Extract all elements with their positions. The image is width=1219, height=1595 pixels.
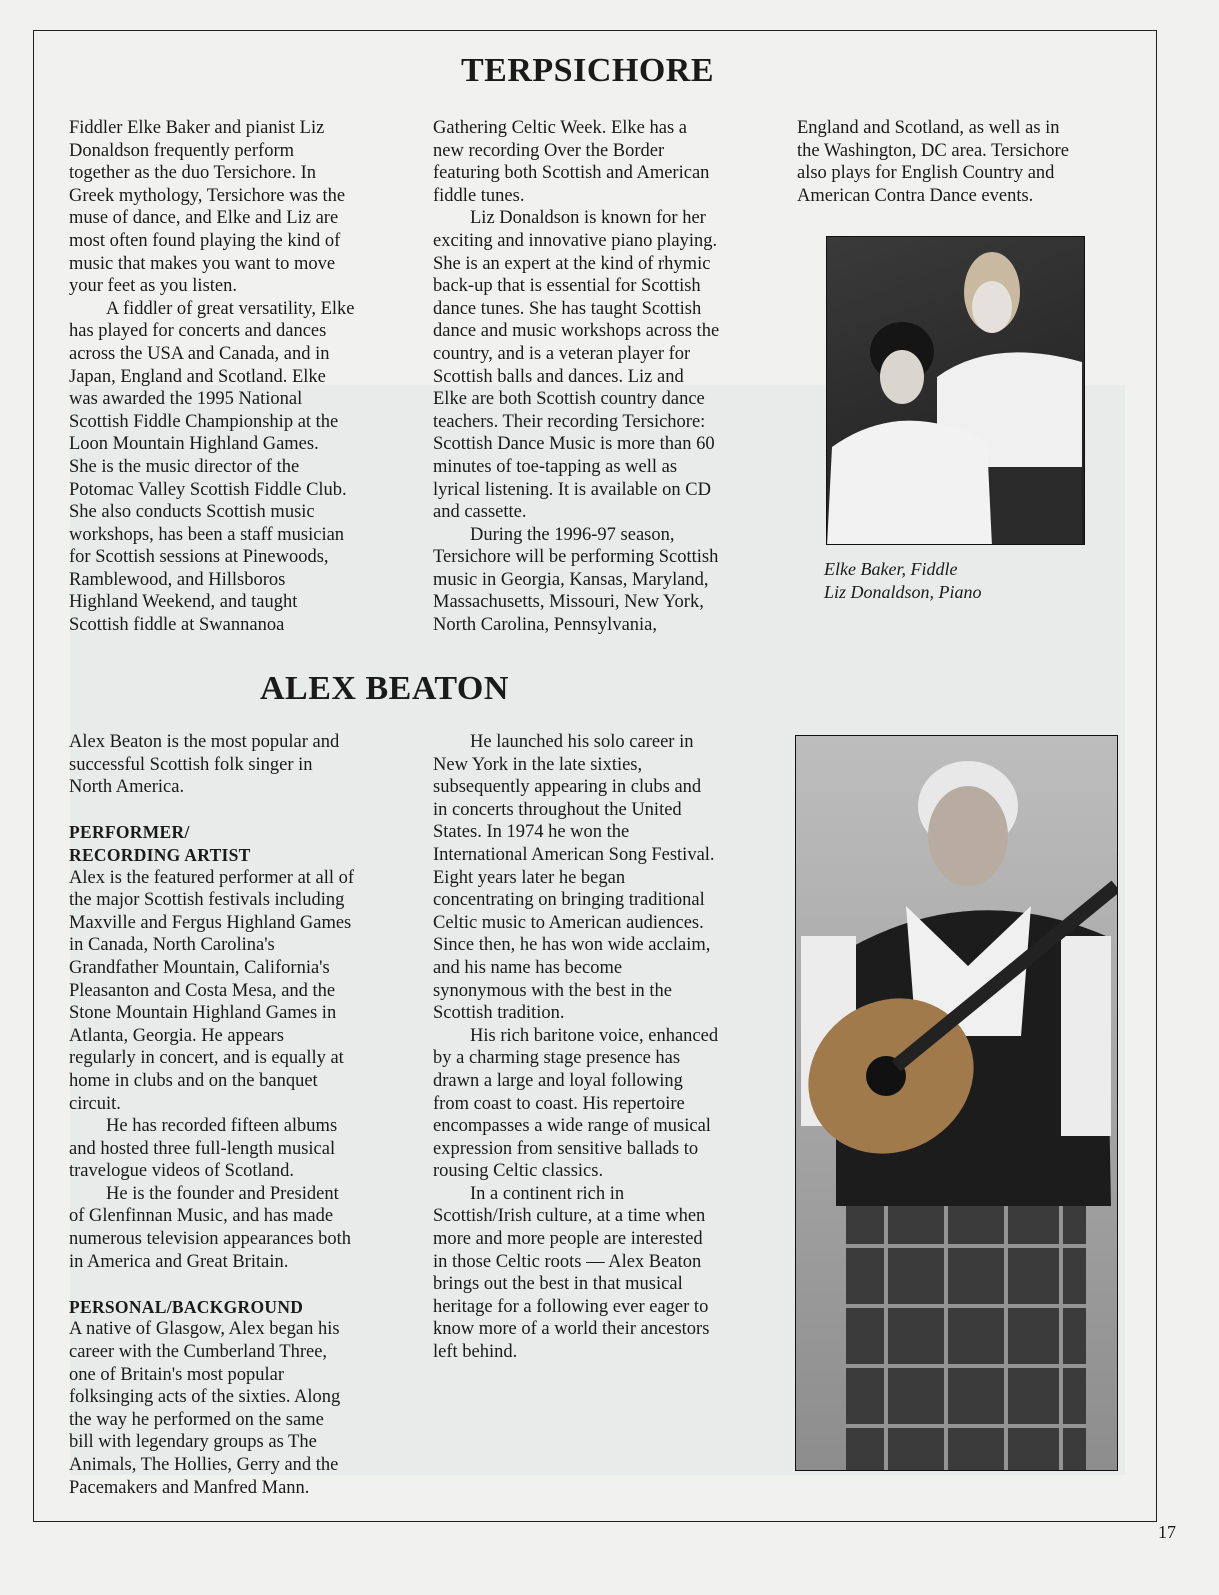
beaton-column-1 (69, 731, 354, 1499)
text-line: Liz Donaldson is known for her (470, 208, 706, 229)
text-line: North America. (69, 777, 185, 798)
text-line: across the USA and Canada, and in (69, 343, 330, 364)
text-line: exciting and innovative piano playing. (433, 230, 718, 251)
photo-caption (824, 558, 982, 604)
text-line: one of Britain's most popular (69, 1364, 285, 1385)
photo-alex-beaton (795, 735, 1118, 1471)
text-line: Highland Weekend, and taught (69, 592, 298, 613)
terpsichore-column-2 (433, 117, 719, 637)
text-line: in Canada, North Carolina's (69, 935, 275, 956)
text-line: fiddle tunes. (433, 185, 525, 206)
text-line: encompasses a wide range of musical (433, 1116, 711, 1137)
text-line: Celtic music to American audiences. (433, 912, 704, 933)
text-line: Japan, England and Scotland. Elke (69, 366, 326, 387)
beaton-column-2 (433, 731, 718, 1364)
subheading: RECORDING ARTIST (69, 844, 251, 865)
text-line: heritage for a following ever eager to (433, 1296, 709, 1317)
text-line: drawn a large and loyal following (433, 1070, 683, 1091)
text-line: She is the music director of the (69, 456, 300, 477)
section-title-alex-beaton: ALEX BEATON (260, 670, 509, 707)
text-line: She also conducts Scottish music (69, 502, 315, 523)
text-line: New York in the late sixties, (433, 754, 643, 775)
text-line: the major Scottish festivals including (69, 890, 345, 911)
text-line: and hosted three full-length musical (69, 1138, 336, 1159)
text-line: Scottish fiddle at Swannanoa (69, 615, 285, 636)
subheading: PERFORMER/ (69, 822, 190, 843)
text-line: also plays for English Country and (797, 163, 1055, 184)
text-line: successful Scottish folk singer in (69, 754, 313, 775)
text-line: featuring both Scottish and American (433, 163, 710, 184)
text-line: American Contra Dance events. (797, 185, 1034, 206)
text-line: Animals, The Hollies, Gerry and the (69, 1455, 339, 1475)
section-title-terpsichore: TERPSICHORE (461, 52, 714, 89)
text-line: back-up that is essential for Scottish (433, 276, 701, 297)
text-line: circuit. (69, 1093, 121, 1114)
text-line: He is the founder and President (106, 1183, 339, 1204)
text-line: career with the Cumberland Three, (69, 1342, 328, 1363)
text-line: Scottish Dance Music is more than 60 (433, 434, 715, 455)
text-line: the Washington, DC area. Tersichore (797, 140, 1069, 161)
text-line: International American Song Festival. (433, 844, 715, 865)
text-line: Elke are both Scottish country dance (433, 389, 705, 410)
caption-line-piano: Liz Donaldson, Piano (824, 582, 982, 602)
text-line (69, 1273, 354, 1296)
text-line: together as the duo Tersichore. In (69, 163, 317, 184)
text-line: England and Scotland, as well as in (797, 118, 1060, 138)
text-line: new recording Over the Border (433, 140, 665, 161)
text-line: Eight years later he began (433, 867, 626, 888)
text-line: most often found playing the kind of (69, 230, 341, 251)
text-line: Stone Mountain Highland Games in (69, 1003, 337, 1024)
text-line: dance and music workshops across the (433, 321, 720, 342)
text-line: left behind. (433, 1342, 518, 1363)
text-line: in America and Great Britain. (69, 1251, 289, 1272)
text-line: Massachusetts, Missouri, New York, (433, 592, 704, 613)
text-line: During the 1996-97 season, (470, 524, 675, 545)
text-line: Potomac Valley Scottish Fiddle Club. (69, 479, 347, 500)
text-line: numerous television appearances both (69, 1229, 352, 1250)
text-line: Tersichore will be performing Scottish (433, 547, 719, 568)
text-line: Pleasanton and Costa Mesa, and the (69, 980, 336, 1001)
text-line: teachers. Their recording Tersichore: (433, 411, 706, 432)
text-line: Since then, he has won wide acclaim, (433, 935, 711, 956)
text-line: your feet as you listen. (69, 276, 237, 297)
text-line: country, and is a veteran player for (433, 343, 691, 364)
text-line: music in Georgia, Kansas, Maryland, (433, 569, 709, 590)
text-line: expression from sensitive ballads to (433, 1138, 699, 1159)
text-line (69, 799, 354, 822)
text-line: Scottish/Irish culture, at a time when (433, 1206, 706, 1227)
text-line: of Glenfinnan Music, and has made (69, 1206, 334, 1227)
caption-line-fiddle: Elke Baker, Fiddle (824, 559, 958, 579)
text-line: and his name has become (433, 957, 623, 978)
text-line: muse of dance, and Elke and Liz are (69, 208, 339, 229)
text-line: and cassette. (433, 502, 527, 523)
page-number: 17 (1158, 1522, 1176, 1542)
text-line: Ramblewood, and Hillsboros (69, 569, 286, 590)
text-line: Atlanta, Georgia. He appears (69, 1025, 284, 1046)
text-line: Alex is the featured performer at all of (69, 867, 355, 888)
text-line: dance tunes. She has taught Scottish (433, 298, 702, 319)
text-line: Gathering Celtic Week. Elke has a (433, 118, 687, 138)
text-line: concentrating on bringing traditional (433, 890, 705, 911)
text-line: home in clubs and on the banquet (69, 1070, 318, 1091)
text-line: synonymous with the best in the (433, 980, 672, 1001)
text-line: Donaldson frequently perform (69, 140, 295, 161)
text-line: Loon Mountain Highland Games. (69, 434, 319, 455)
text-line: She is an expert at the kind of rhymic (433, 253, 711, 274)
text-line: from coast to coast. His repertoire (433, 1093, 685, 1114)
text-line: Maxville and Fergus Highland Games (69, 912, 352, 933)
text-line: His rich baritone voice, enhanced (470, 1025, 719, 1046)
text-line: Scottish tradition. (433, 1003, 565, 1024)
text-line: Grandfather Mountain, California's (69, 957, 330, 978)
text-line: lyrical listening. It is available on CD (433, 479, 711, 500)
text-line: music that makes you want to move (69, 253, 336, 274)
text-line: He has recorded fifteen albums (106, 1116, 338, 1137)
text-line: minutes of toe-tapping as well as (433, 456, 678, 477)
terpsichore-column-3 (797, 117, 1069, 207)
text-line: Scottish balls and dances. Liz and (433, 366, 684, 387)
text-line: In a continent rich in (470, 1183, 625, 1204)
terpsichore-column-1 (69, 117, 354, 637)
text-line: was awarded the 1995 National (69, 389, 303, 410)
photo-elke-liz (826, 236, 1085, 545)
text-line: brings out the best in that musical (433, 1274, 683, 1295)
text-line: the way he performed on the same (69, 1409, 324, 1430)
text-line: A fiddler of great versatility, Elke (106, 298, 355, 319)
duo-portrait-image (827, 237, 1085, 545)
text-line: in concerts throughout the United (433, 799, 682, 820)
text-line: Scottish Fiddle Championship at the (69, 411, 339, 432)
text-line: North Carolina, Pennsylvania, (433, 615, 658, 636)
text-line: He launched his solo career in (470, 732, 694, 752)
text-line: subsequently appearing in clubs and (433, 777, 702, 798)
text-line: by a charming stage presence has (433, 1048, 681, 1069)
alex-beaton-portrait-image (796, 736, 1118, 1471)
text-line: rousing Celtic classics. (433, 1161, 604, 1182)
text-line: travelogue videos of Scotland. (69, 1161, 295, 1182)
text-line: for Scottish sessions at Pinewoods, (69, 547, 329, 568)
text-line: regularly in concert, and is equally at (69, 1048, 344, 1069)
text-line: A native of Glasgow, Alex began his (69, 1319, 340, 1340)
text-line: more and more people are interested (433, 1229, 703, 1250)
text-line: Alex Beaton is the most popular and (69, 732, 340, 752)
text-line: States. In 1974 he won the (433, 822, 630, 843)
subheading: PERSONAL/BACKGROUND (69, 1296, 304, 1317)
text-line: know more of a world their ancestors (433, 1319, 710, 1340)
text-line: folksinging acts of the sixties. Along (69, 1387, 341, 1408)
text-line: bill with legendary groups as The (69, 1432, 317, 1453)
text-line: Greek mythology, Tersichore was the (69, 185, 346, 206)
text-line: in those Celtic roots — Alex Beaton (433, 1251, 702, 1272)
text-line: Pacemakers and Manfred Mann. (69, 1477, 310, 1498)
text-line: has played for concerts and dances (69, 321, 327, 342)
text-line: workshops, has been a staff musician (69, 524, 345, 545)
text-line: Fiddler Elke Baker and pianist Liz (69, 118, 325, 138)
